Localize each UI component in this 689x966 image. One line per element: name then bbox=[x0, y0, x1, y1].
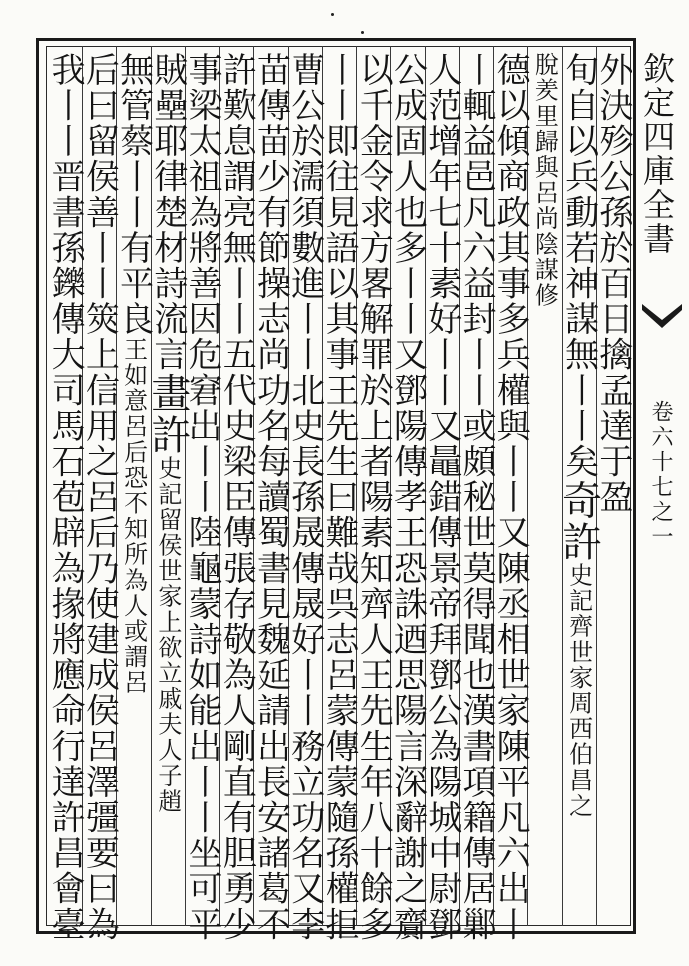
text-column bbox=[421, 52, 462, 942]
heading-char: 許 bbox=[144, 414, 191, 456]
column-text: 后曰留侯善丨丨筴上信用之呂后乃使建成侯呂澤彊要曰為 bbox=[79, 52, 120, 942]
commentary-text: 王如意呂后恐不知所為人或謂呂 bbox=[119, 336, 148, 696]
text-column bbox=[144, 52, 191, 920]
text-column bbox=[319, 52, 359, 942]
column-text: 以千金令求方畧解罪於上者陽素知齊人王先生年八十餘多 bbox=[353, 52, 394, 942]
column-text: 公成固人也多丨丨又鄧陽傳孝王恐誅迺思陽言深辭謝之齎 bbox=[387, 52, 428, 942]
text-column bbox=[555, 52, 602, 920]
column-text: 丨輒益邑凡六益封丨丨或頗秘世莫得聞也漢書項籍傳居鄛 bbox=[455, 52, 496, 942]
commentary-text: 史記齊世家周西伯昌之 bbox=[564, 562, 593, 819]
text-column bbox=[45, 52, 86, 942]
column-text: 外決殄公孫於百日擒孟達于盈 bbox=[592, 52, 633, 515]
column-text: 事梁太祖為將善因危窘出丨丨陸龜蒙詩如能出丨丨坐可平 bbox=[182, 52, 223, 942]
text-column bbox=[79, 52, 120, 942]
column-text: 德以傾商政其事多兵權與丨丨又陳丞相世家陳平凡六出丨 bbox=[490, 52, 531, 942]
column-text: 丨丨即往見語以其事王先生曰難哉呉志呂蒙傳蒙隨孫權拒 bbox=[319, 52, 359, 942]
column-text: 苗傳苗少有節操志尚功名每讀蜀書見魏延請出長安諸葛不 bbox=[250, 52, 291, 942]
text-column bbox=[387, 52, 428, 942]
column-text: 無管蔡丨丨有平良 bbox=[113, 52, 154, 337]
book-title: 欽定四庫全書 bbox=[638, 52, 676, 256]
volume-label: 卷六十七之一 bbox=[648, 400, 673, 550]
column-text: 許歎息謂亮無丨丨五代史梁臣傳張存敬為人剛直有胆勇少 bbox=[216, 52, 257, 942]
commentary-text: 史記留侯世家上欲立戚夫人子趙 bbox=[153, 455, 182, 815]
heading-char: 奇 bbox=[555, 479, 602, 521]
text-column bbox=[455, 52, 496, 942]
column-text: 旬自以兵動若神謀無丨丨矣 bbox=[558, 52, 599, 480]
heading-char: 許 bbox=[555, 520, 602, 563]
column-text: 賊壘耶律楚材詩流言 bbox=[147, 52, 188, 373]
text-column bbox=[216, 52, 257, 942]
text-column bbox=[182, 52, 223, 942]
heading-char: 畫 bbox=[144, 372, 191, 415]
fishtail-mark-top bbox=[640, 300, 684, 340]
text-column bbox=[524, 52, 564, 920]
text-column bbox=[250, 52, 291, 942]
column-text: 我丨丨晋書孫鑠傳大司馬石苞辟為掾將應命行達許昌會臺 bbox=[45, 52, 86, 942]
text-column bbox=[490, 52, 531, 942]
column-text: 人范增年七十素好丨丨又鼂錯傳景帝拜鄧公為陽城中尉鄧 bbox=[421, 52, 462, 942]
paper-speck bbox=[361, 31, 364, 34]
column-text: 曹公於濡須數進丨丨北史長孫晟傳晟好丨丨務立功名又李 bbox=[284, 52, 325, 942]
commentary-text: 脫羑里歸與呂尚陰謀修 bbox=[530, 52, 559, 308]
text-column bbox=[353, 52, 394, 942]
paper-speck bbox=[331, 13, 334, 16]
text-column bbox=[284, 52, 325, 942]
text-column bbox=[114, 52, 154, 920]
